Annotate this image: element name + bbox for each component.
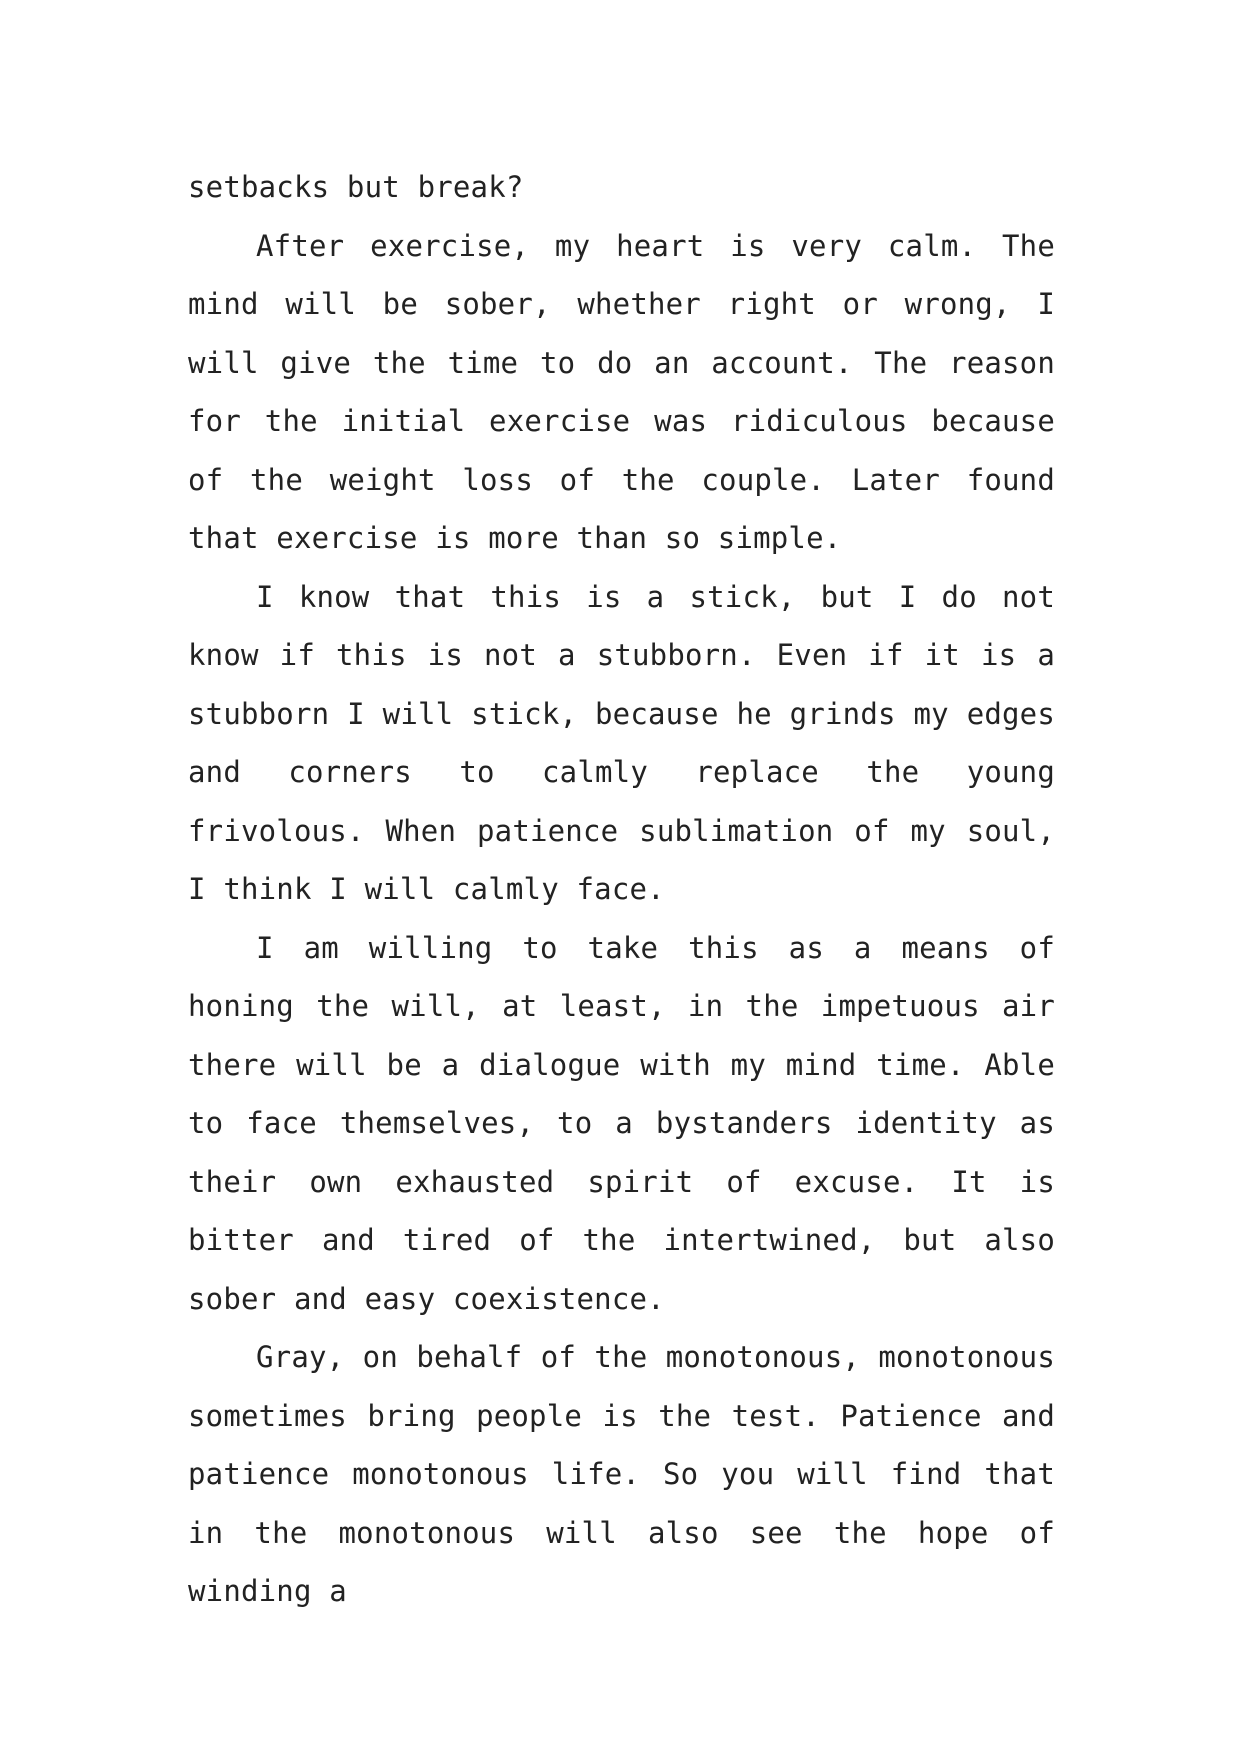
paragraph-3: I know that this is a stick, but I do not know if this is not a stubborn. Even if it is a stubborn I will stick, because he grinds my edges and corners to calmly replace the young frivolous. When patience sublimation of my soul, I think I will calmly face. bbox=[188, 579, 1055, 906]
paragraph-5: Gray, on behalf of the monotonous, monotonous sometimes bring people is the test. Patience and patience monotonous life. So you will find that in the monotonous will also see the hope of winding a bbox=[188, 1340, 1055, 1608]
paragraph-1: setbacks but break? bbox=[188, 170, 524, 204]
paragraph-4: I am willing to take this as a means of honing the will, at least, in the impetuous air there will be a dialogue with my mind time. Able to face themselves, to a bystanders identity as their own exhausted spirit of excuse. It is bitter and tired of the intertwined, but also sober and easy coexistence. bbox=[188, 930, 1055, 1316]
document-page bbox=[188, 158, 1055, 1621]
paragraph-2: After exercise, my heart is very calm. The mind will be sober, whether right or wrong, I will give the time to do an account. The reason for the initial exercise was ridiculous because of the weight loss of the couple. Later found that exercise is more than so simple. bbox=[188, 228, 1055, 555]
